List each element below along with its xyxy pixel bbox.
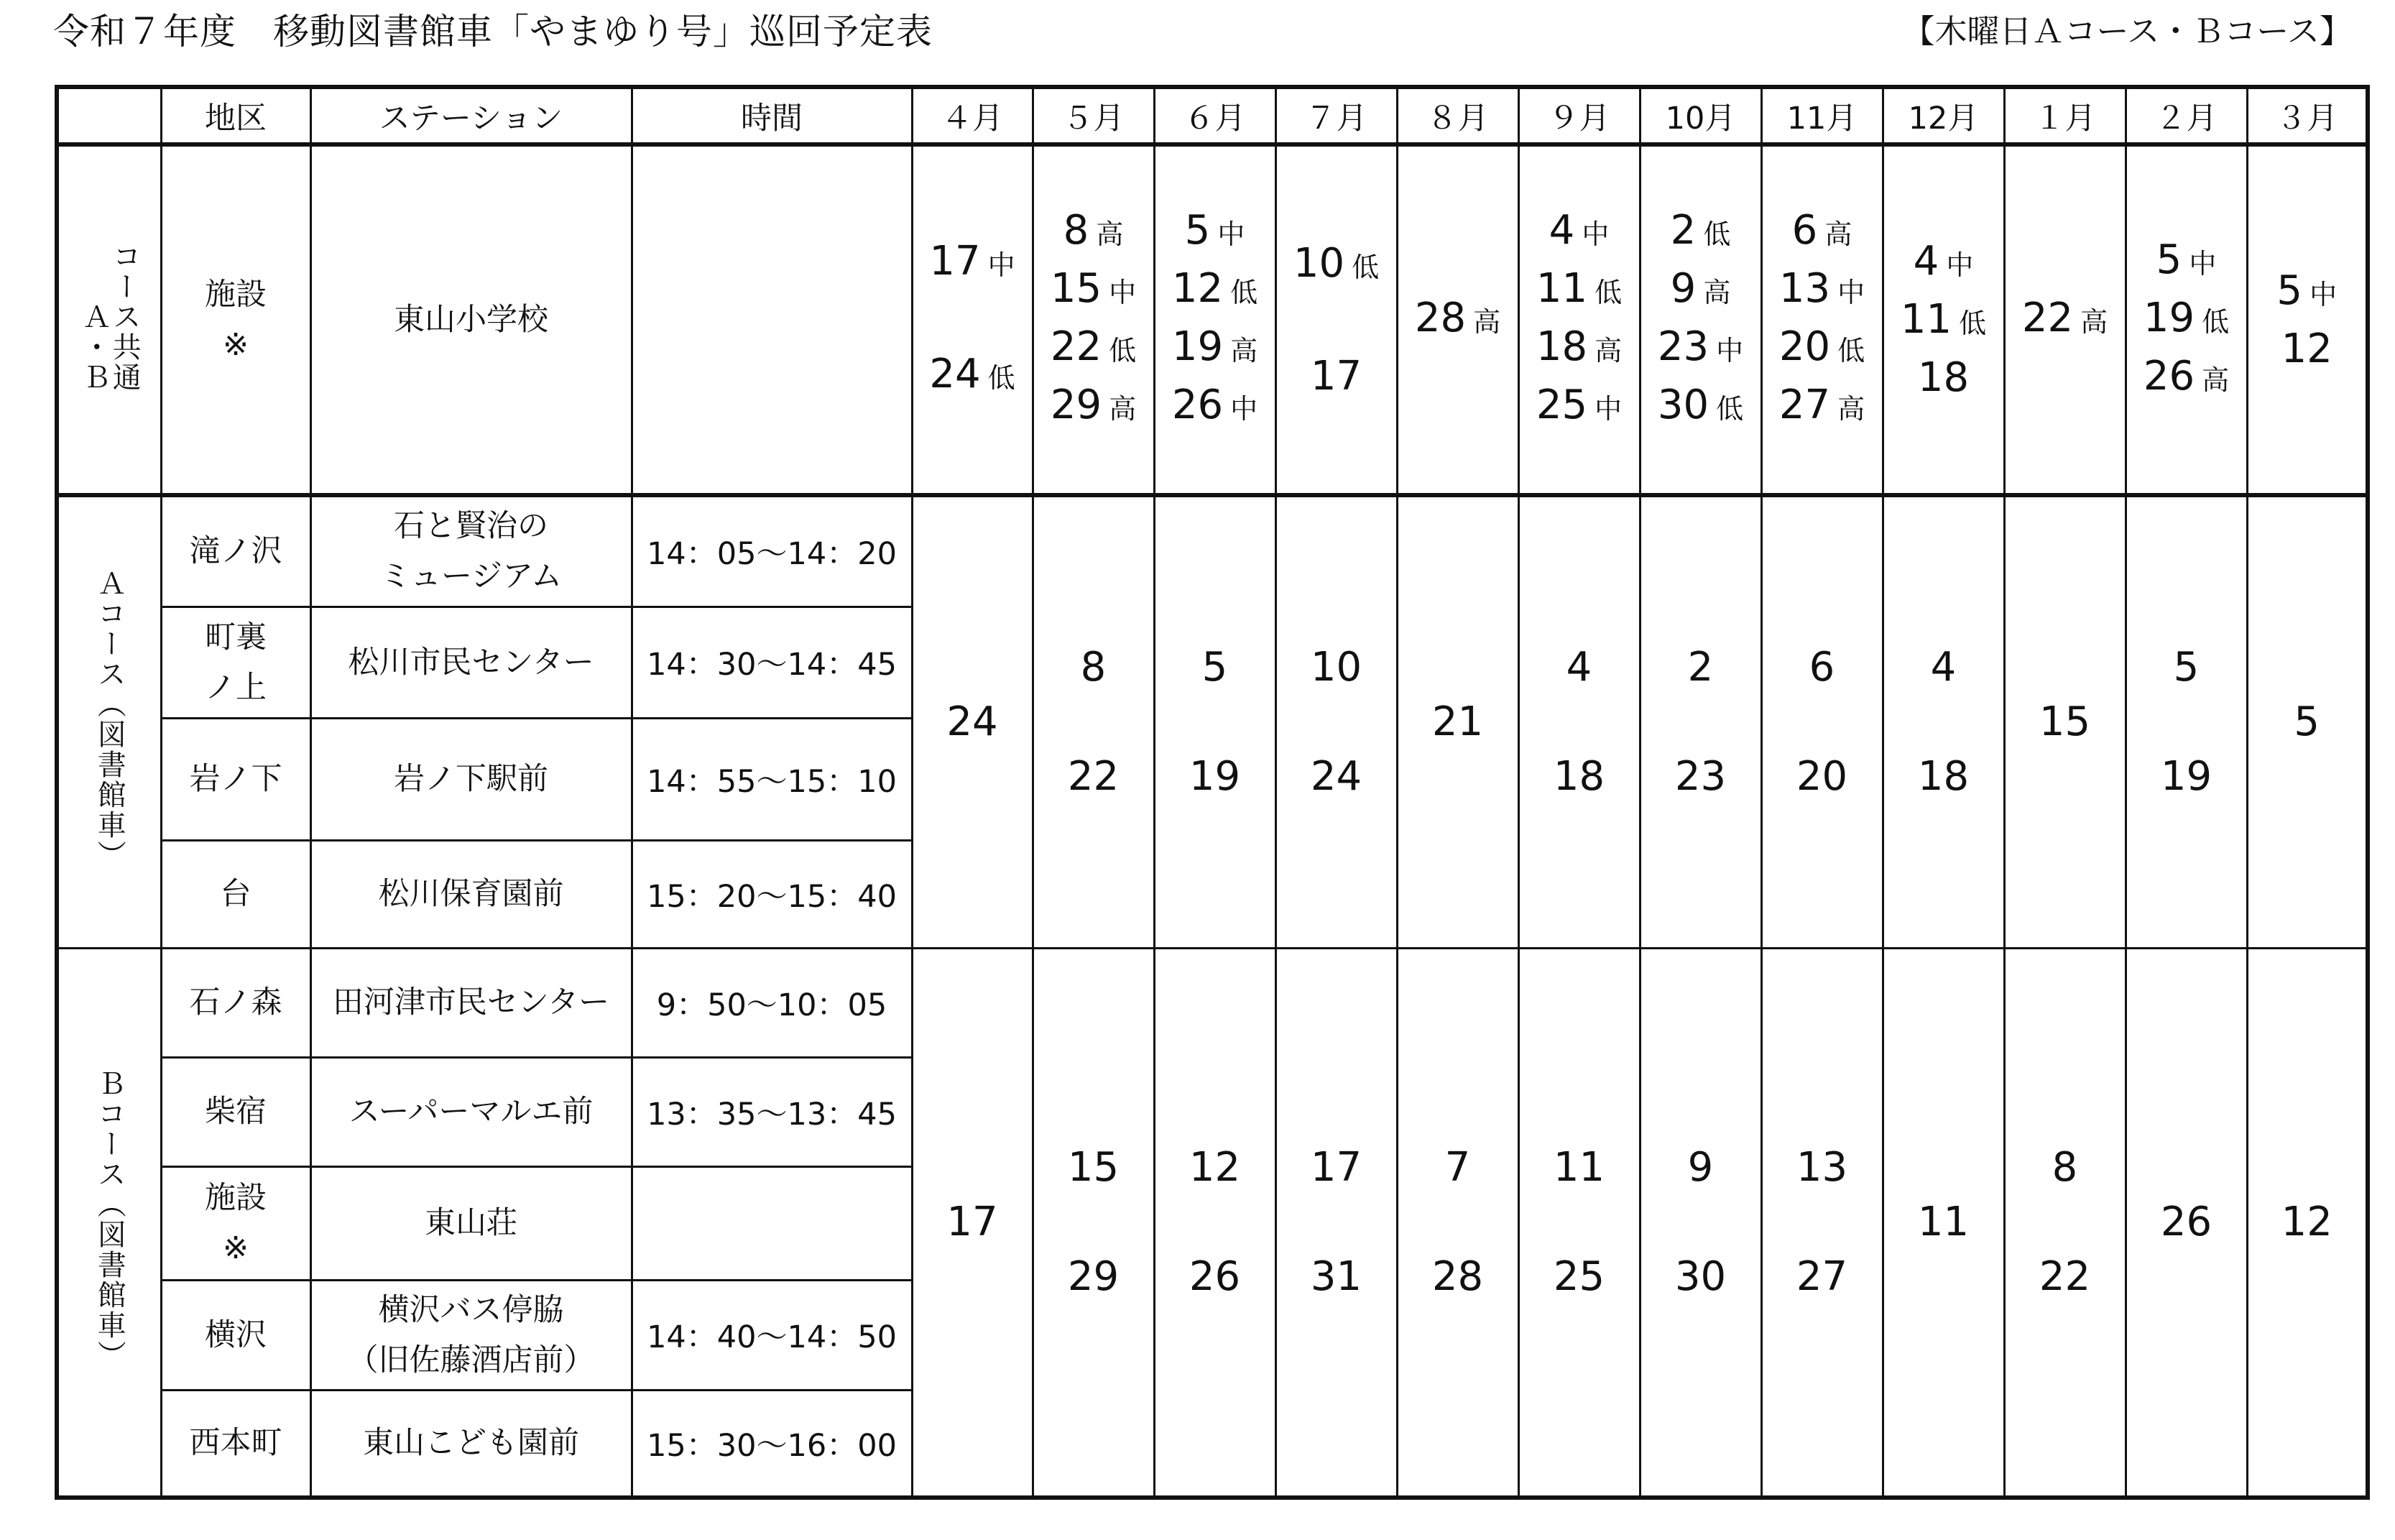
area-cell <box>161 1166 310 1280</box>
date-entry <box>2127 233 2246 291</box>
date-number: 17 <box>929 238 981 285</box>
station-line: 横沢バス停脇 <box>378 1291 564 1328</box>
date-number: 6 <box>1809 643 1835 691</box>
area-cell <box>161 718 310 840</box>
date-number: 24 <box>1310 752 1362 800</box>
station-cell <box>310 1166 632 1280</box>
time-cell: 9：50～10：05 <box>632 948 912 1057</box>
date-cell <box>2126 948 2247 1498</box>
grade-tag: 低 <box>1716 393 1744 425</box>
time-cell: 14：55～15：10 <box>632 718 912 840</box>
date-number: 26 <box>2143 352 2195 400</box>
grade-tag: 高 <box>1473 305 1501 338</box>
time-cell: 15：20～15：40 <box>632 840 912 948</box>
date-cell <box>1275 948 1397 1498</box>
date-cell <box>1883 495 2004 948</box>
date-cell <box>912 495 1033 948</box>
date-entry <box>1763 320 1882 378</box>
date-number: 2 <box>1670 207 1697 254</box>
date-cell <box>1397 495 1518 948</box>
area-cell <box>161 1390 310 1498</box>
time-cell: 15：30～16：00 <box>632 1390 912 1498</box>
month-header: 11月 <box>1761 87 1883 144</box>
date-cell <box>1761 495 1883 948</box>
area-line: 柴宿 <box>205 1094 267 1130</box>
date-cell <box>1033 495 1154 948</box>
area-line: ※ <box>222 327 249 363</box>
date-entry <box>1277 295 1396 349</box>
area-line: ノ上 <box>205 669 267 706</box>
date-number: 25 <box>1553 1253 1605 1300</box>
date-number: 5 <box>2294 698 2320 745</box>
date-cell <box>1154 948 1275 1498</box>
grade-tag: 中 <box>1716 335 1744 366</box>
station-line: ミュージアム <box>379 558 563 595</box>
station-cell <box>310 948 632 1057</box>
date-cell <box>2247 495 2368 948</box>
date-number: 23 <box>1657 323 1709 370</box>
station-cell <box>310 718 632 840</box>
month-header: 12月 <box>1883 87 2004 144</box>
grade-tag: 低 <box>1109 335 1137 366</box>
grade-tag: 中 <box>1582 218 1610 250</box>
date-cell <box>2126 495 2247 948</box>
grade-tag: 中 <box>1946 249 1974 281</box>
station-line: 東山荘 <box>425 1205 517 1241</box>
date-cell <box>1518 495 1640 948</box>
grade-tag: 高 <box>1824 218 1852 250</box>
date-cell <box>1154 144 1275 495</box>
date-cell <box>1033 144 1154 495</box>
date-number: 5 <box>2173 643 2200 691</box>
ab-common-row <box>57 144 2368 495</box>
date-entry <box>1034 203 1153 262</box>
date-number: 29 <box>1050 382 1102 428</box>
date-cell <box>1883 948 2004 1498</box>
date-cell <box>1640 495 1761 948</box>
grade-tag: 高 <box>1230 335 1258 366</box>
date-cell <box>1275 495 1397 948</box>
date-entry <box>1884 351 2003 405</box>
date-number: 18 <box>1917 752 1970 800</box>
date-entry <box>913 292 1032 347</box>
section-label-a-text: Ａコース（図書館車） <box>93 568 126 870</box>
grade-tag: 中 <box>1109 277 1137 308</box>
date-entry <box>1520 262 1639 320</box>
date-number: 15 <box>1067 1143 1120 1191</box>
section-label-b-text: Ｂコース（図書館車） <box>93 1068 126 1370</box>
date-number: 22 <box>2021 294 2074 341</box>
date-cell <box>2126 144 2247 495</box>
date-number: 22 <box>1050 323 1102 370</box>
grade-tag: 中 <box>2309 278 2338 310</box>
station-line: 岩ノ下駅前 <box>394 761 548 797</box>
station-cell <box>310 840 632 948</box>
date-number: 20 <box>1796 752 1848 800</box>
section-label-ab <box>57 144 161 495</box>
date-entry <box>1034 262 1153 320</box>
date-number: 10 <box>1293 239 1345 287</box>
station-cell <box>310 1390 632 1498</box>
station-line: スーパーマルエ前 <box>349 1094 594 1130</box>
date-number: 9 <box>1670 265 1697 312</box>
date-number: 29 <box>1067 1253 1120 1300</box>
date-number: 4 <box>1913 238 1939 285</box>
grade-tag: 中 <box>1837 277 1865 308</box>
month-header: ７月 <box>1275 87 1397 144</box>
date-number: 31 <box>1310 1253 1362 1300</box>
date-cell <box>1640 144 1761 495</box>
date-entry <box>1641 262 1761 320</box>
month-header: ２月 <box>2126 87 2247 144</box>
station-line: 松川市民センター <box>348 644 594 681</box>
month-header: ６月 <box>1154 87 1275 144</box>
date-cell <box>1518 144 1640 495</box>
grade-tag: 高 <box>1595 335 1623 366</box>
grade-tag: 高 <box>1837 393 1865 425</box>
date-number: 2 <box>1687 643 1714 691</box>
month-header: ５月 <box>1033 87 1154 144</box>
station-cell <box>310 1280 632 1390</box>
date-number: 17 <box>1310 352 1362 400</box>
date-entry <box>1155 378 1275 436</box>
date-number: 27 <box>1796 1253 1848 1300</box>
grade-tag: 中 <box>1230 393 1258 425</box>
date-cell <box>2004 495 2126 948</box>
date-number: 30 <box>1674 1253 1727 1300</box>
area-cell <box>161 495 310 607</box>
date-number: 24 <box>929 351 981 397</box>
area-header: 地区 <box>161 87 310 144</box>
date-cell <box>1883 144 2004 495</box>
date-number: 8 <box>2052 1143 2078 1191</box>
date-number: 18 <box>1536 323 1588 370</box>
month-header: ３月 <box>2247 87 2368 144</box>
area-line: ※ <box>222 1230 249 1266</box>
date-number: 11 <box>1536 265 1588 312</box>
date-cell <box>2247 948 2368 1498</box>
date-number: 13 <box>1778 265 1831 312</box>
date-number: 11 <box>1553 1143 1605 1191</box>
a-row <box>57 495 2368 607</box>
date-number: 9 <box>1687 1143 1714 1191</box>
month-header: ９月 <box>1518 87 1640 144</box>
course-label: 【木曜日Ａコース・Ｂコース】 <box>1902 12 2352 50</box>
area-line: 施設 <box>205 277 267 313</box>
date-cell <box>912 948 1033 1498</box>
date-number: 10 <box>1310 643 1362 691</box>
date-cell <box>1640 948 1761 1498</box>
section-label-ab-line: コース共通 <box>108 241 142 392</box>
area-line: 町裏 <box>205 619 267 655</box>
date-entry <box>2006 291 2125 349</box>
grade-tag: 低 <box>987 362 1015 394</box>
date-number: 21 <box>1431 698 1484 745</box>
date-entry <box>1277 236 1396 295</box>
station-header: ステーション <box>310 87 632 144</box>
date-cell <box>912 144 1033 495</box>
date-number: 11 <box>1917 1198 1970 1245</box>
grade-tag: 高 <box>2080 305 2108 338</box>
date-number: 13 <box>1796 1143 1848 1191</box>
date-cell <box>2004 144 2126 495</box>
date-number: 5 <box>1201 643 1228 691</box>
date-entry <box>2248 322 2366 377</box>
time-cell: 14：40～14：50 <box>632 1280 912 1390</box>
date-number: 4 <box>1930 643 1957 691</box>
date-entry <box>1034 320 1153 378</box>
date-number: 22 <box>1067 752 1120 800</box>
grade-tag: 高 <box>1109 393 1137 425</box>
station-line: 石と賢治の <box>394 508 548 545</box>
area-line: 西本町 <box>189 1425 282 1462</box>
date-number: 26 <box>2160 1198 2212 1245</box>
date-entry <box>1277 349 1396 404</box>
date-number: 27 <box>1778 382 1831 428</box>
area-cell <box>161 1057 310 1166</box>
date-number: 25 <box>1536 382 1588 428</box>
grade-tag: 低 <box>1837 335 1865 366</box>
header-row <box>57 87 2368 144</box>
area-line: 施設 <box>205 1180 267 1216</box>
date-entry <box>913 234 1032 292</box>
date-number: 4 <box>1549 207 1575 254</box>
area-line: 台 <box>220 876 252 912</box>
date-number: 23 <box>1674 752 1727 800</box>
date-entry <box>2127 349 2246 407</box>
corner-cell <box>57 87 161 144</box>
date-number: 8 <box>1080 643 1107 691</box>
date-number: 6 <box>1791 207 1818 254</box>
station-line: （旧佐藤酒店前） <box>347 1342 595 1378</box>
date-entry <box>1763 378 1882 436</box>
date-number: 30 <box>1657 382 1709 428</box>
area-cell <box>161 144 310 495</box>
station-line: 田河津市民センター <box>332 985 610 1020</box>
page-title: 令和７年度 移動図書館車「やまゆり号」巡回予定表 <box>53 11 933 52</box>
grade-tag: 中 <box>2189 247 2217 280</box>
grade-tag: 中 <box>1595 393 1623 425</box>
station-cell <box>310 495 632 607</box>
grade-tag: 高 <box>1703 277 1731 308</box>
date-number: 22 <box>2039 1253 2091 1300</box>
area-line: 滝ノ沢 <box>189 533 282 570</box>
date-number: 20 <box>1778 323 1831 370</box>
date-entry <box>1155 203 1275 262</box>
station-cell <box>310 607 632 718</box>
schedule-table <box>55 85 2370 1500</box>
station-cell <box>310 1057 632 1166</box>
date-number: 12 <box>2281 1198 2332 1245</box>
section-label-a <box>57 495 161 948</box>
date-entry <box>1641 320 1761 378</box>
grade-tag: 低 <box>2202 305 2230 338</box>
date-number: 19 <box>1171 323 1224 370</box>
date-number: 15 <box>2039 698 2091 745</box>
grade-tag: 高 <box>2202 364 2230 396</box>
date-number: 5 <box>2156 236 2182 283</box>
station-cell: 東山小学校 <box>310 144 632 495</box>
date-entry <box>1884 292 2003 351</box>
area-cell <box>161 1280 310 1390</box>
time-cell <box>632 1166 912 1280</box>
date-number: 19 <box>1189 752 1241 800</box>
grade-tag: 低 <box>1352 251 1380 283</box>
station-line: 東山こども園前 <box>363 1425 579 1462</box>
date-cell <box>1761 144 1883 495</box>
area-line: 石ノ森 <box>189 985 282 1020</box>
area-cell <box>161 840 310 948</box>
grade-tag: 低 <box>1703 218 1731 250</box>
date-number: 18 <box>1917 354 1970 401</box>
date-entry <box>2127 291 2246 349</box>
date-number: 18 <box>1553 752 1605 800</box>
date-number: 26 <box>1171 382 1224 428</box>
date-number: 11 <box>1900 296 1952 343</box>
date-entry <box>2248 264 2366 322</box>
date-number: 15 <box>1050 265 1102 312</box>
time-cell: 13：35～13：45 <box>632 1057 912 1166</box>
date-entry <box>1520 320 1639 378</box>
date-number: 12 <box>2281 325 2332 372</box>
date-entry <box>1155 262 1275 320</box>
date-number: 7 <box>1444 1143 1471 1191</box>
date-cell <box>1518 948 1640 1498</box>
date-number: 17 <box>1310 1143 1362 1191</box>
date-number: 12 <box>1189 1143 1241 1191</box>
b-row <box>57 948 2368 1057</box>
date-cell <box>1761 948 1883 1498</box>
grade-tag: 中 <box>1217 218 1245 250</box>
date-entry <box>913 347 1032 405</box>
month-header: ４月 <box>912 87 1033 144</box>
date-number: 5 <box>2276 267 2303 314</box>
section-label-b <box>57 948 161 1498</box>
date-number: 19 <box>2143 294 2195 341</box>
date-number: 4 <box>1566 643 1592 691</box>
date-entry <box>1520 203 1639 262</box>
grade-tag: 高 <box>1096 218 1124 250</box>
date-cell <box>1154 495 1275 948</box>
area-cell <box>161 607 310 718</box>
date-entry <box>1034 378 1153 436</box>
date-cell <box>2004 948 2126 1498</box>
date-number: 24 <box>946 698 998 745</box>
grade-tag: 低 <box>1959 308 1987 339</box>
month-header: 10月 <box>1640 87 1761 144</box>
date-entry <box>1763 262 1882 320</box>
date-number: 19 <box>2160 752 2212 800</box>
date-entry <box>1398 291 1518 349</box>
date-entry <box>1641 378 1761 436</box>
date-entry <box>1155 320 1275 378</box>
date-number: 26 <box>1189 1253 1241 1300</box>
area-cell <box>161 948 310 1057</box>
date-cell <box>1033 948 1154 1498</box>
date-cell <box>1397 144 1518 495</box>
area-line: 岩ノ下 <box>189 761 282 797</box>
grade-tag: 中 <box>987 249 1015 281</box>
date-number: 8 <box>1063 207 1089 254</box>
section-label-ab-line: Ａ・Ｂ <box>78 302 111 392</box>
date-number: 17 <box>946 1198 998 1245</box>
month-header: １月 <box>2004 87 2126 144</box>
time-header: 時間 <box>632 87 912 144</box>
date-cell <box>1275 144 1397 495</box>
date-cell <box>2247 144 2368 495</box>
grade-tag: 低 <box>1230 277 1258 308</box>
date-number: 12 <box>1171 265 1224 312</box>
time-cell <box>632 144 912 495</box>
date-entry <box>1641 203 1761 262</box>
date-number: 28 <box>1414 294 1467 341</box>
date-number: 28 <box>1431 1253 1484 1300</box>
time-cell: 14：05～14：20 <box>632 495 912 607</box>
station-line: 松川保育園前 <box>378 876 564 912</box>
date-entry <box>1520 378 1639 436</box>
date-number: 5 <box>1184 207 1211 254</box>
area-line: 横沢 <box>205 1317 267 1353</box>
time-cell: 14：30～14：45 <box>632 607 912 718</box>
date-entry <box>1763 203 1882 262</box>
date-cell <box>1397 948 1518 1498</box>
date-entry <box>1884 234 2003 292</box>
grade-tag: 低 <box>1595 277 1623 308</box>
month-header: ８月 <box>1397 87 1518 144</box>
